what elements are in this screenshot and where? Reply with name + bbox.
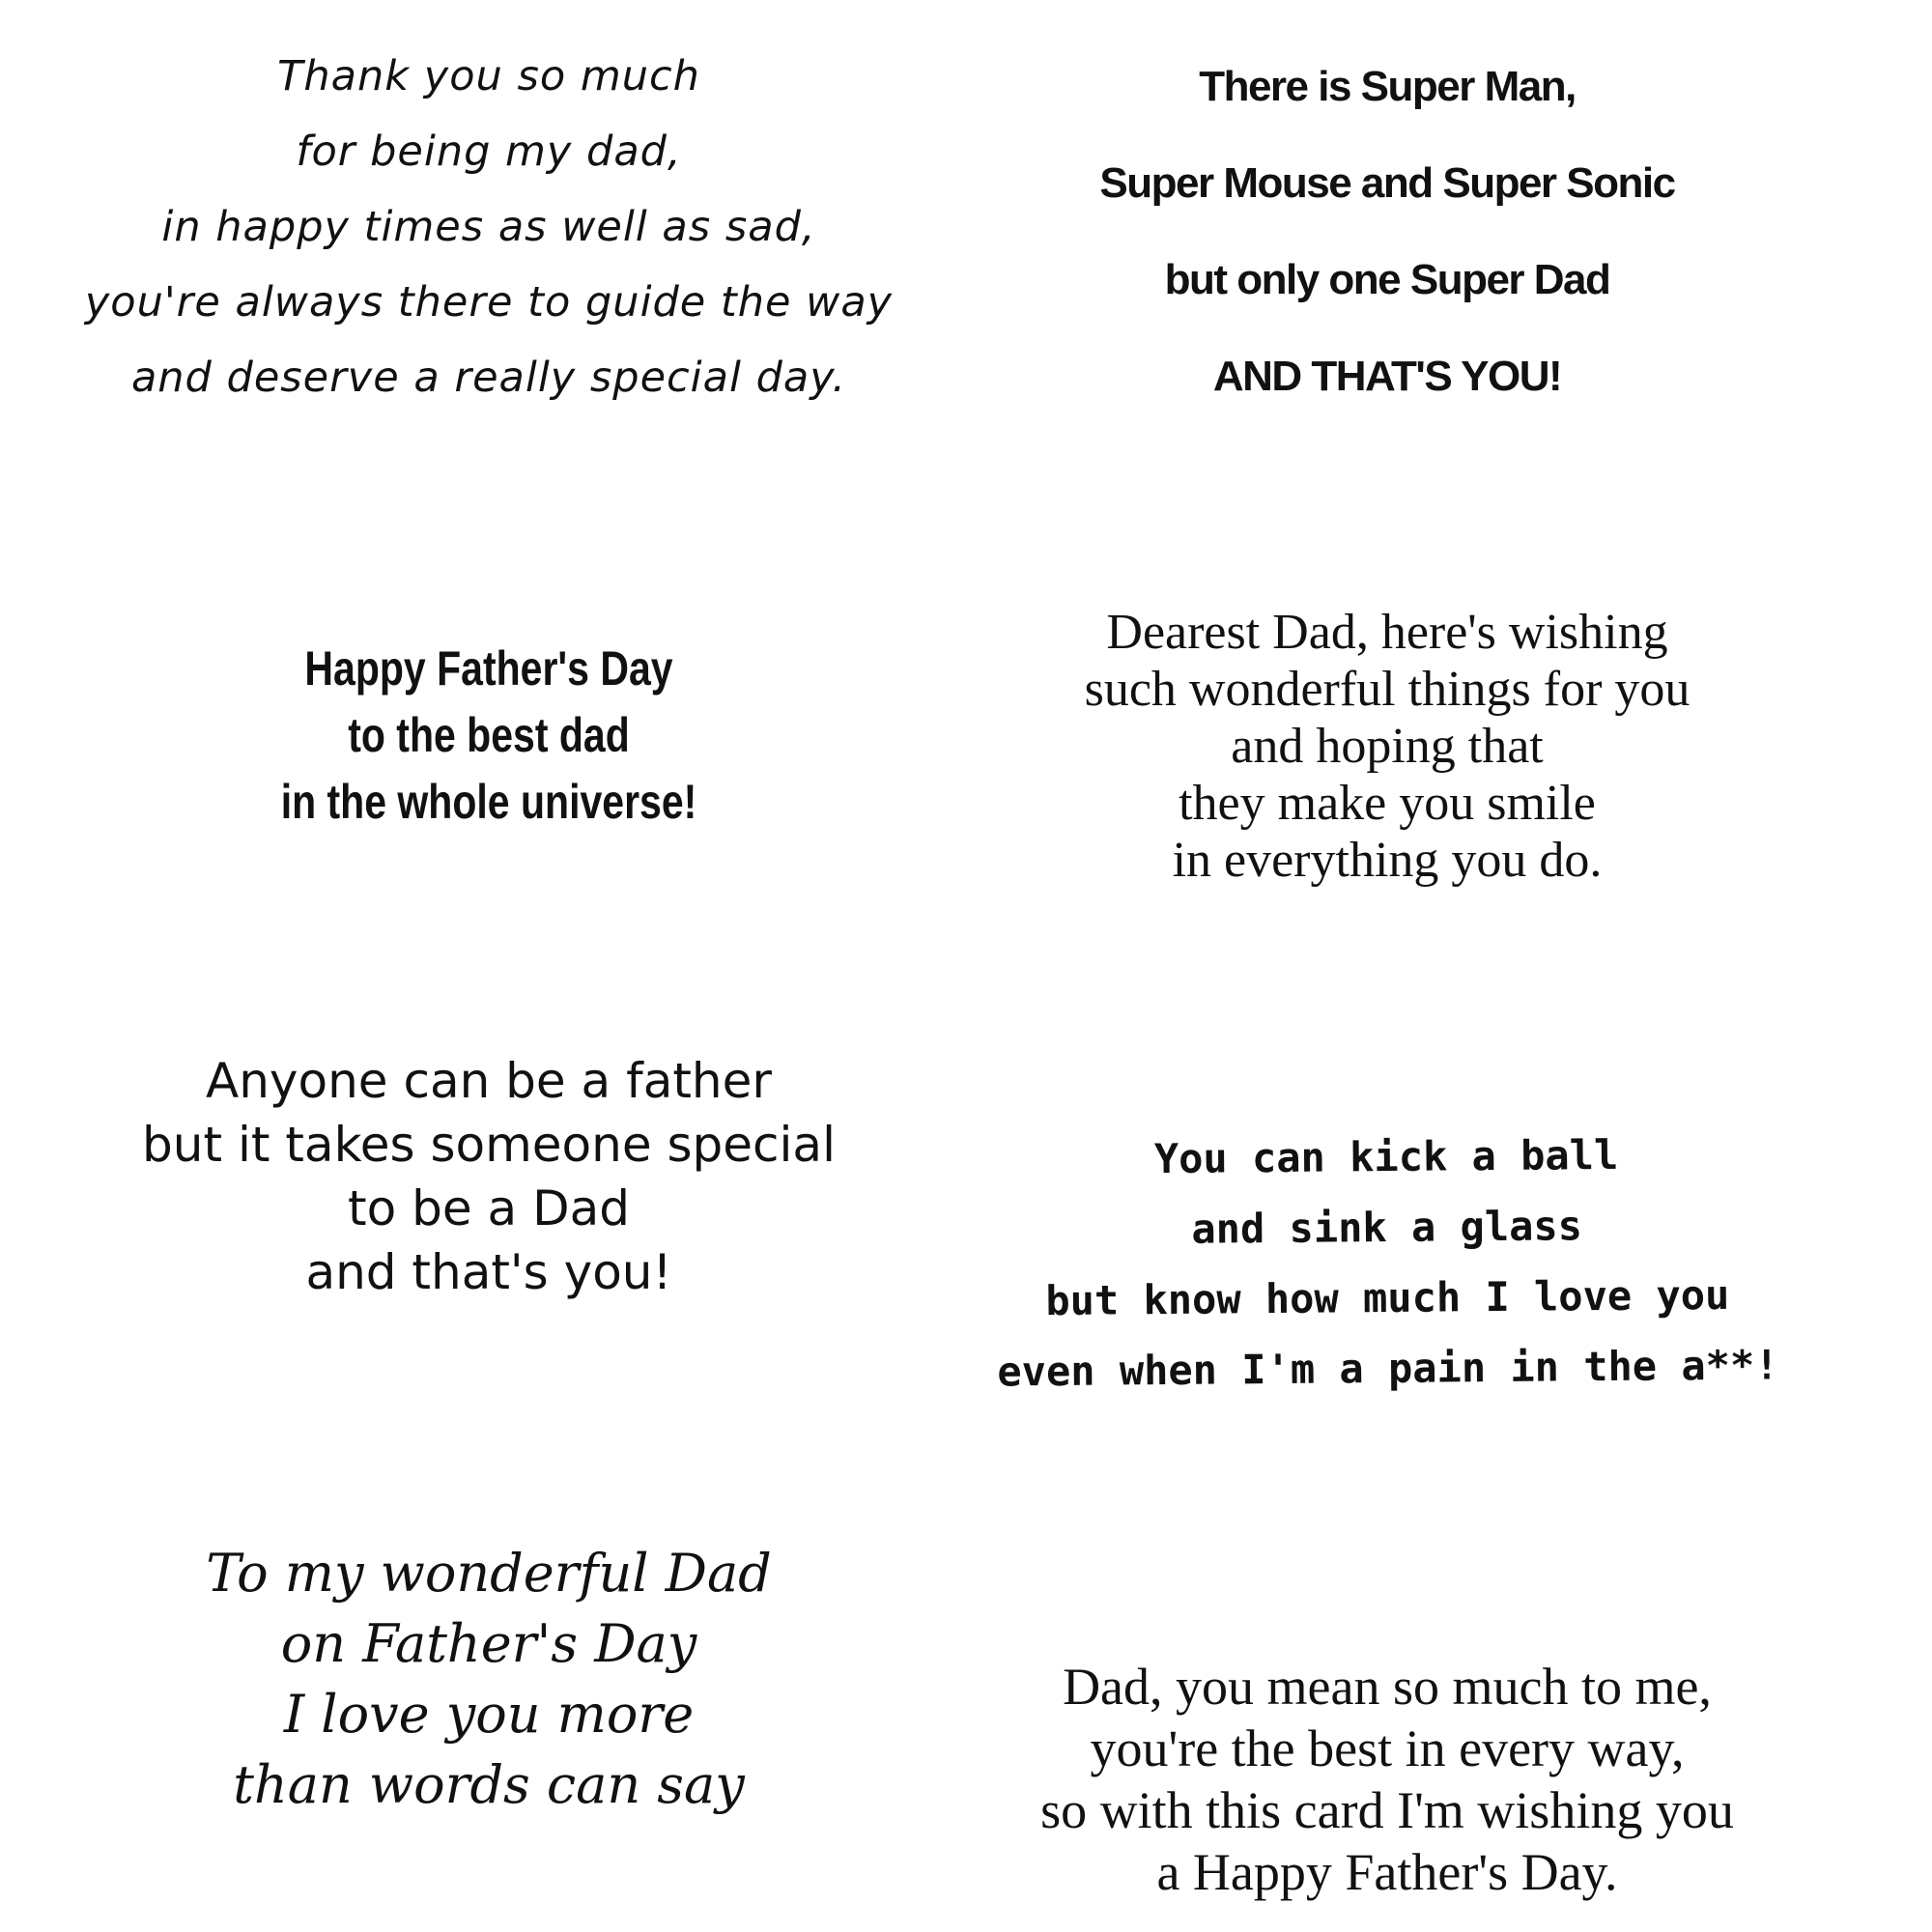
verse-line: in the whole universe! xyxy=(280,775,697,829)
verse-super-dad xyxy=(933,39,1841,425)
verse-line: so with this card I'm wishing you xyxy=(1040,1781,1734,1839)
verse-line: in happy times as well as sad, xyxy=(161,203,816,251)
verse-line: on Father's Day xyxy=(280,1613,697,1674)
verse-kick-a-ball xyxy=(932,1118,1843,1407)
verse-line: for being my dad, xyxy=(296,128,682,176)
verse-line: Dad, you mean so much to me, xyxy=(1063,1658,1712,1716)
verse-line: and hoping that xyxy=(1231,719,1544,774)
verse-best-dad-universe xyxy=(35,636,943,836)
verse-line: but know how much I love you xyxy=(1045,1270,1730,1325)
verse-line: to the best dad xyxy=(348,708,630,762)
verse-thank-you xyxy=(35,39,943,415)
verse-wonderful-dad xyxy=(35,1538,943,1820)
verse-line: in everything you do. xyxy=(1172,833,1603,888)
verse-line: you're always there to guide the way xyxy=(84,278,894,327)
verse-line: I love you more xyxy=(283,1684,695,1745)
verse-mean-so-much xyxy=(933,1656,1841,1903)
verse-line: even when I'm a pain in the a**! xyxy=(997,1341,1779,1396)
verse-line: Thank you so much xyxy=(277,52,700,100)
verse-dearest-dad xyxy=(933,604,1841,889)
verse-line: To my wonderful Dad xyxy=(206,1543,772,1604)
verse-line: Happy Father's Day xyxy=(304,641,673,696)
verse-line: Anyone can be a father xyxy=(206,1053,772,1109)
verse-line: and sink a glass xyxy=(1191,1202,1583,1253)
verse-line: You can kick a ball xyxy=(1153,1130,1619,1183)
verse-line: than words can say xyxy=(233,1754,745,1815)
verse-line: There is Super Man, xyxy=(1199,63,1576,110)
verse-anyone-can-be-father xyxy=(35,1049,943,1304)
verse-line: AND THAT'S YOU! xyxy=(1212,353,1562,400)
verse-line: and that's you! xyxy=(305,1244,672,1300)
verse-line: and deserve a really special day. xyxy=(130,354,847,402)
verse-line: Dearest Dad, here's wishing xyxy=(1106,605,1668,660)
verse-line: they make you smile xyxy=(1179,776,1596,831)
verse-line: to be a Dad xyxy=(348,1180,630,1236)
verse-line: Super Mouse and Super Sonic xyxy=(1099,159,1675,207)
verse-line: you're the best in every way, xyxy=(1090,1719,1685,1777)
verse-line: but it takes someone special xyxy=(142,1117,836,1173)
verse-line: a Happy Father's Day. xyxy=(1156,1843,1618,1901)
verse-line: but only one Super Dad xyxy=(1164,256,1610,303)
verse-line: such wonderful things for you xyxy=(1084,662,1690,717)
